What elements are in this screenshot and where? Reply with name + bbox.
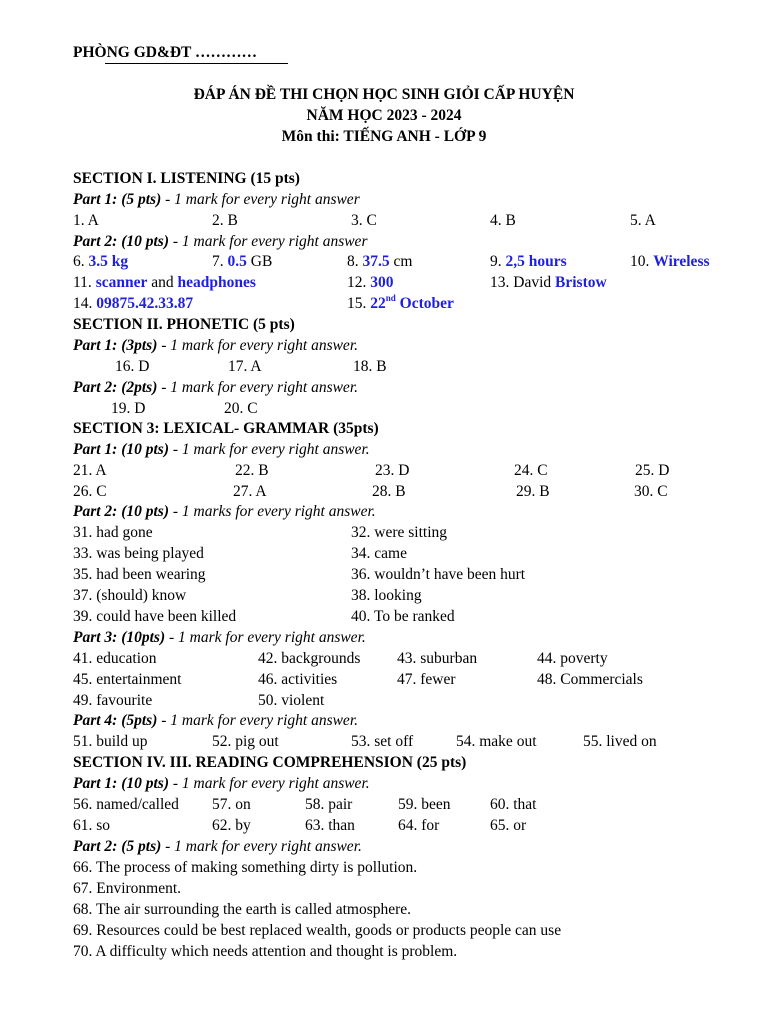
s4-part1-heading: Part 1: (10 pts) - 1 mark for every right answer.	[73, 775, 370, 792]
s3-part2-row	[0, 564, 768, 585]
answer: 59. been	[398, 796, 451, 813]
answer: 27. A	[233, 483, 267, 500]
answer-7: 7. 0.5 GB	[212, 253, 273, 270]
s4-part2-answer: 67. Environment.	[73, 880, 182, 897]
answer: 18. B	[353, 358, 387, 375]
answer: 46. activities	[258, 671, 338, 688]
answer: 34. came	[351, 545, 407, 562]
answer: 60. that	[490, 796, 537, 813]
s3-part3-row1	[0, 648, 768, 669]
answer: 21. A	[73, 462, 107, 479]
answer: 5. A	[630, 212, 656, 229]
answer: 57. on	[212, 796, 251, 813]
s4-part1-row1	[0, 794, 768, 815]
answer: 24. C	[514, 462, 548, 479]
answer-8: 8. 37.5 cm	[347, 253, 413, 270]
answer: 1. A	[73, 212, 99, 229]
s3-part2-row	[0, 606, 768, 627]
header-office: PHÒNG GD&ĐT …………	[73, 44, 257, 61]
s2-part2-heading: Part 2: (2pts) - 1 mark for every right answer.	[73, 379, 359, 396]
answer: 65. or	[490, 817, 527, 834]
s3-part1-row1	[0, 460, 768, 481]
answer: 31. had gone	[73, 524, 153, 541]
answer: 42. backgrounds	[258, 650, 361, 667]
answer: 39. could have been killed	[73, 608, 237, 625]
answer: 32. were sitting	[351, 524, 447, 541]
s3-part2-heading: Part 2: (10 pts) - 1 marks for every right answer.	[73, 503, 376, 520]
answer-6: 6. 3.5 kg	[73, 253, 129, 270]
answer: 37. (should) know	[73, 587, 187, 604]
answer: 20. C	[224, 400, 258, 417]
answer: 48. Commercials	[537, 671, 643, 688]
answer: 53. set off	[351, 733, 414, 750]
s3-part1-heading: Part 1: (10 pts) - 1 mark for every right answer.	[73, 441, 370, 458]
answer: 36. wouldn’t have been hurt	[351, 566, 526, 583]
answer: 50. violent	[258, 692, 325, 709]
answer: 56. named/called	[73, 796, 179, 813]
doc-title: ĐÁP ÁN ĐỀ THI CHỌN HỌC SINH GIỎI CẤP HUYỆN	[193, 86, 575, 103]
answer: 33. was being played	[73, 545, 204, 562]
answer-14: 14. 09875.42.33.87	[73, 295, 194, 312]
s3-part2-row	[0, 522, 768, 543]
s1-part1-answers	[0, 210, 768, 231]
answer: 49. favourite	[73, 692, 153, 709]
answer: 22. B	[235, 462, 269, 479]
answer-12: 12. 300	[347, 274, 394, 291]
s3-part3-heading: Part 3: (10pts) - 1 mark for every right answer.	[73, 629, 366, 646]
s1-part2-row1	[0, 251, 768, 272]
answer: 62. by	[212, 817, 251, 834]
answer: 45. entertainment	[73, 671, 182, 688]
answer: 38. looking	[351, 587, 422, 604]
section-2-title: SECTION II. PHONETIC (5 pts)	[73, 316, 295, 333]
answer: 16. D	[115, 358, 150, 375]
answer: 2. B	[212, 212, 238, 229]
s2-part1-heading: Part 1: (3pts) - 1 mark for every right answer.	[73, 337, 359, 354]
section-1-title: SECTION I. LISTENING (15 pts)	[73, 170, 300, 187]
answer-15: 15. 22nd October	[347, 292, 454, 312]
s2-part1-answers	[0, 356, 768, 377]
answer: 64. for	[398, 817, 440, 834]
s4-part2-heading: Part 2: (5 pts) - 1 mark for every right answer.	[73, 838, 362, 855]
s4-part1-row2	[0, 815, 768, 836]
answer: 30. C	[634, 483, 668, 500]
answer: 4. B	[490, 212, 516, 229]
s3-part4-heading: Part 4: (5pts) - 1 mark for every right answer.	[73, 712, 359, 729]
answer: 47. fewer	[397, 671, 456, 688]
answer-9: 9. 2,5 hours	[490, 253, 567, 270]
s2-part2-answers	[0, 398, 768, 419]
s3-part2-row	[0, 543, 768, 564]
answer-11: 11. scanner and headphones	[73, 274, 256, 291]
s3-part3-row2	[0, 669, 768, 690]
s4-part2-answer: 69. Resources could be best replaced wealth, goods or products people can use	[73, 922, 562, 939]
answer: 28. B	[372, 483, 406, 500]
doc-year: NĂM HỌC 2023 - 2024	[306, 107, 462, 124]
answer-13: 13. David Bristow	[490, 274, 607, 291]
section-3-title: SECTION 3: LEXICAL- GRAMMAR (35pts)	[73, 420, 379, 437]
answer: 19. D	[111, 400, 146, 417]
answer: 23. D	[375, 462, 410, 479]
answer: 52. pig out	[212, 733, 279, 750]
s4-part2-answer: 70. A difficulty which needs attention and thought is problem.	[73, 943, 458, 960]
s1-part1-heading: Part 1: (5 pts) - 1 mark for every right answer	[73, 191, 360, 208]
s4-part2-answer: 68. The air surrounding the earth is called atmosphere.	[73, 901, 412, 918]
section-4-title: SECTION IV. III. READING COMPREHENSION (25 pts)	[73, 754, 467, 771]
answer-10: 10. Wireless	[630, 253, 710, 270]
answer: 26. C	[73, 483, 107, 500]
s1-part2-heading: Part 2: (10 pts) - 1 mark for every right answer	[73, 233, 368, 250]
answer: 63. than	[305, 817, 355, 834]
answer: 41. education	[73, 650, 157, 667]
s3-part1-row2	[0, 481, 768, 502]
s1-part2-row3	[0, 293, 768, 314]
answer: 51. build up	[73, 733, 148, 750]
answer: 43. suburban	[397, 650, 478, 667]
answer: 29. B	[516, 483, 550, 500]
answer: 17. A	[228, 358, 262, 375]
answer: 25. D	[635, 462, 670, 479]
answer: 3. C	[351, 212, 377, 229]
answer: 58. pair	[305, 796, 353, 813]
s3-part4-answers	[0, 731, 768, 752]
answer: 54. make out	[456, 733, 537, 750]
doc-subject: Môn thi: TIẾNG ANH - LỚP 9	[281, 128, 487, 145]
answer: 35. had been wearing	[73, 566, 206, 583]
answer: 44. poverty	[537, 650, 608, 667]
s3-part3-row3	[0, 690, 768, 711]
header-underline	[105, 63, 288, 64]
answer: 55. lived on	[583, 733, 657, 750]
s4-part2-answer: 66. The process of making something dirty is pollution.	[73, 859, 418, 876]
s1-part2-row2	[0, 272, 768, 293]
answer: 40. To be ranked	[351, 608, 455, 625]
s3-part2-row	[0, 585, 768, 606]
answer: 61. so	[73, 817, 111, 834]
